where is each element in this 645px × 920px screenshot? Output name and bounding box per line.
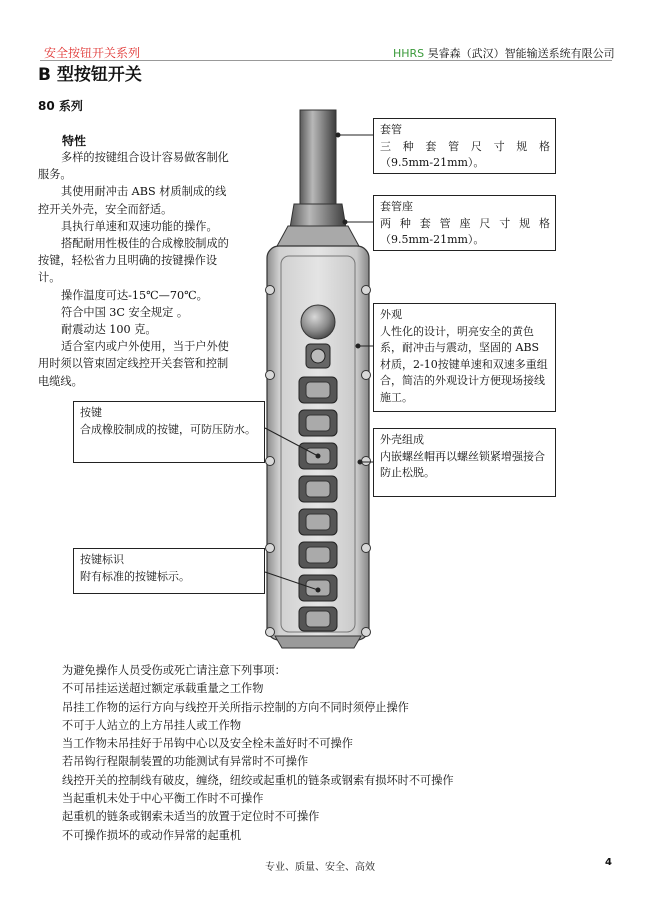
emergency-stop-knob — [301, 305, 335, 339]
body-top-cap — [276, 226, 360, 248]
callout-body: 人性化的设计，明亮安全的黄色系，耐冲击与震动，坚固的 ABS 材质，2-10按键单速和双速多重组合，简洁的外观设计方便现场接线施工。 — [380, 324, 548, 404]
callout-title: 外壳组成 — [380, 433, 424, 446]
feature-paragraph: 具执行单速和双速功能的操作。 — [61, 219, 218, 233]
header-series-title: 安全按钮开关系列 — [44, 46, 141, 60]
page-number: 4 — [605, 857, 612, 868]
push-button — [299, 377, 337, 403]
callout-button-label — [73, 548, 265, 594]
callout-title: 套管 — [380, 123, 402, 136]
footer-slogan: 专业、质量、安全、高效 — [265, 862, 375, 873]
callout-line: （9.5mm-21mm）。 — [380, 233, 485, 246]
callout-housing — [373, 428, 556, 497]
callout-sleeve-seat — [373, 195, 556, 251]
sleeve-tube — [300, 110, 336, 206]
sleeve-seat — [290, 204, 346, 228]
note-line: 不可于人站立的上方吊挂人或工作物 — [62, 718, 242, 732]
note-line: 若吊钩行程限制装置的功能测试有异常时不可操作 — [62, 755, 309, 769]
callout-body: 内嵌螺丝帽再以螺丝锁紧增强接合防止松脱。 — [380, 449, 545, 479]
feature-paragraph: 适合室内或户外使用，当于户外使用时须以管束固定线控开关套管和控制电缆线。 — [38, 340, 229, 388]
note-line: 为避免操作人员受伤或死亡请注意下列事项： — [62, 664, 286, 677]
feature-paragraph: 搭配耐用性极佳的合成橡胶制成的按键，轻松省力且明确的按键操作设计。 — [38, 237, 229, 285]
callout-title: 按键标识 — [80, 553, 124, 566]
push-button — [299, 476, 337, 502]
feature-paragraph: 符合中国 3C 安全规定 。 — [61, 305, 189, 319]
push-button — [299, 509, 337, 535]
note-line: 当起重机未处于中心平衡工作时不可操作 — [62, 792, 264, 806]
body-bottom — [275, 636, 361, 648]
feature-paragraph: 其使用耐冲击 ABS 材质制成的线控开关外壳，安全而舒适。 — [38, 185, 227, 216]
push-button — [299, 542, 337, 568]
callout-body: 合成橡胶制成的按键，可防压防水。 — [80, 422, 256, 436]
note-line: 当工作物未吊挂好于吊钩中心以及安全栓未盖好时不可操作 — [62, 737, 353, 751]
note-line: 不可操作损坏的或动作异常的起重机 — [62, 828, 242, 842]
feature-paragraph: 多样的按键组合设计容易做客制化服务。 — [38, 151, 229, 182]
callout-line: 三 种 套 管 尺 寸 规 格 — [380, 139, 550, 153]
callout-title: 按键 — [80, 406, 102, 419]
brand-name: HHRS — [393, 47, 425, 60]
callout-appearance — [373, 303, 556, 412]
callout-title: 外观 — [380, 308, 402, 321]
callout-body: 附有标准的按键标示。 — [80, 569, 190, 583]
feature-paragraph: 耐震动达 100 克。 — [61, 323, 157, 337]
callout-line: （9.5mm-21mm）。 — [380, 156, 485, 169]
company-name: 昊睿森（武汉）智能输送系统有限公司 — [427, 47, 615, 60]
page-title: B 型按钮开关 — [38, 65, 142, 85]
note-line: 不可吊挂运送超过额定承载重量之工作物 — [62, 682, 264, 696]
series-heading: 80 系列 — [38, 99, 83, 113]
note-line: 线控开关的控制线有破皮，缠绕，纽绞或起重机的链条或钢索有损坏时不可操作 — [62, 773, 454, 787]
push-button — [299, 410, 337, 436]
callout-button — [73, 401, 265, 463]
features-heading: 特性 — [62, 134, 87, 148]
note-line: 吊挂工作物的运行方向与线控开关所指示控制的方向不同时须停止操作 — [62, 700, 409, 714]
callout-title: 套管座 — [380, 200, 413, 213]
callout-line: 两 种 套 管 座 尺 寸 规 格 — [380, 216, 550, 230]
note-line: 起重机的链条或钢索未适当的放置于定位时不可操作 — [62, 810, 320, 824]
push-button — [299, 607, 337, 631]
callout-sleeve — [373, 118, 556, 174]
safety-notes — [62, 662, 454, 845]
feature-paragraph: 操作温度可达-15℃—70℃。 — [61, 288, 208, 302]
